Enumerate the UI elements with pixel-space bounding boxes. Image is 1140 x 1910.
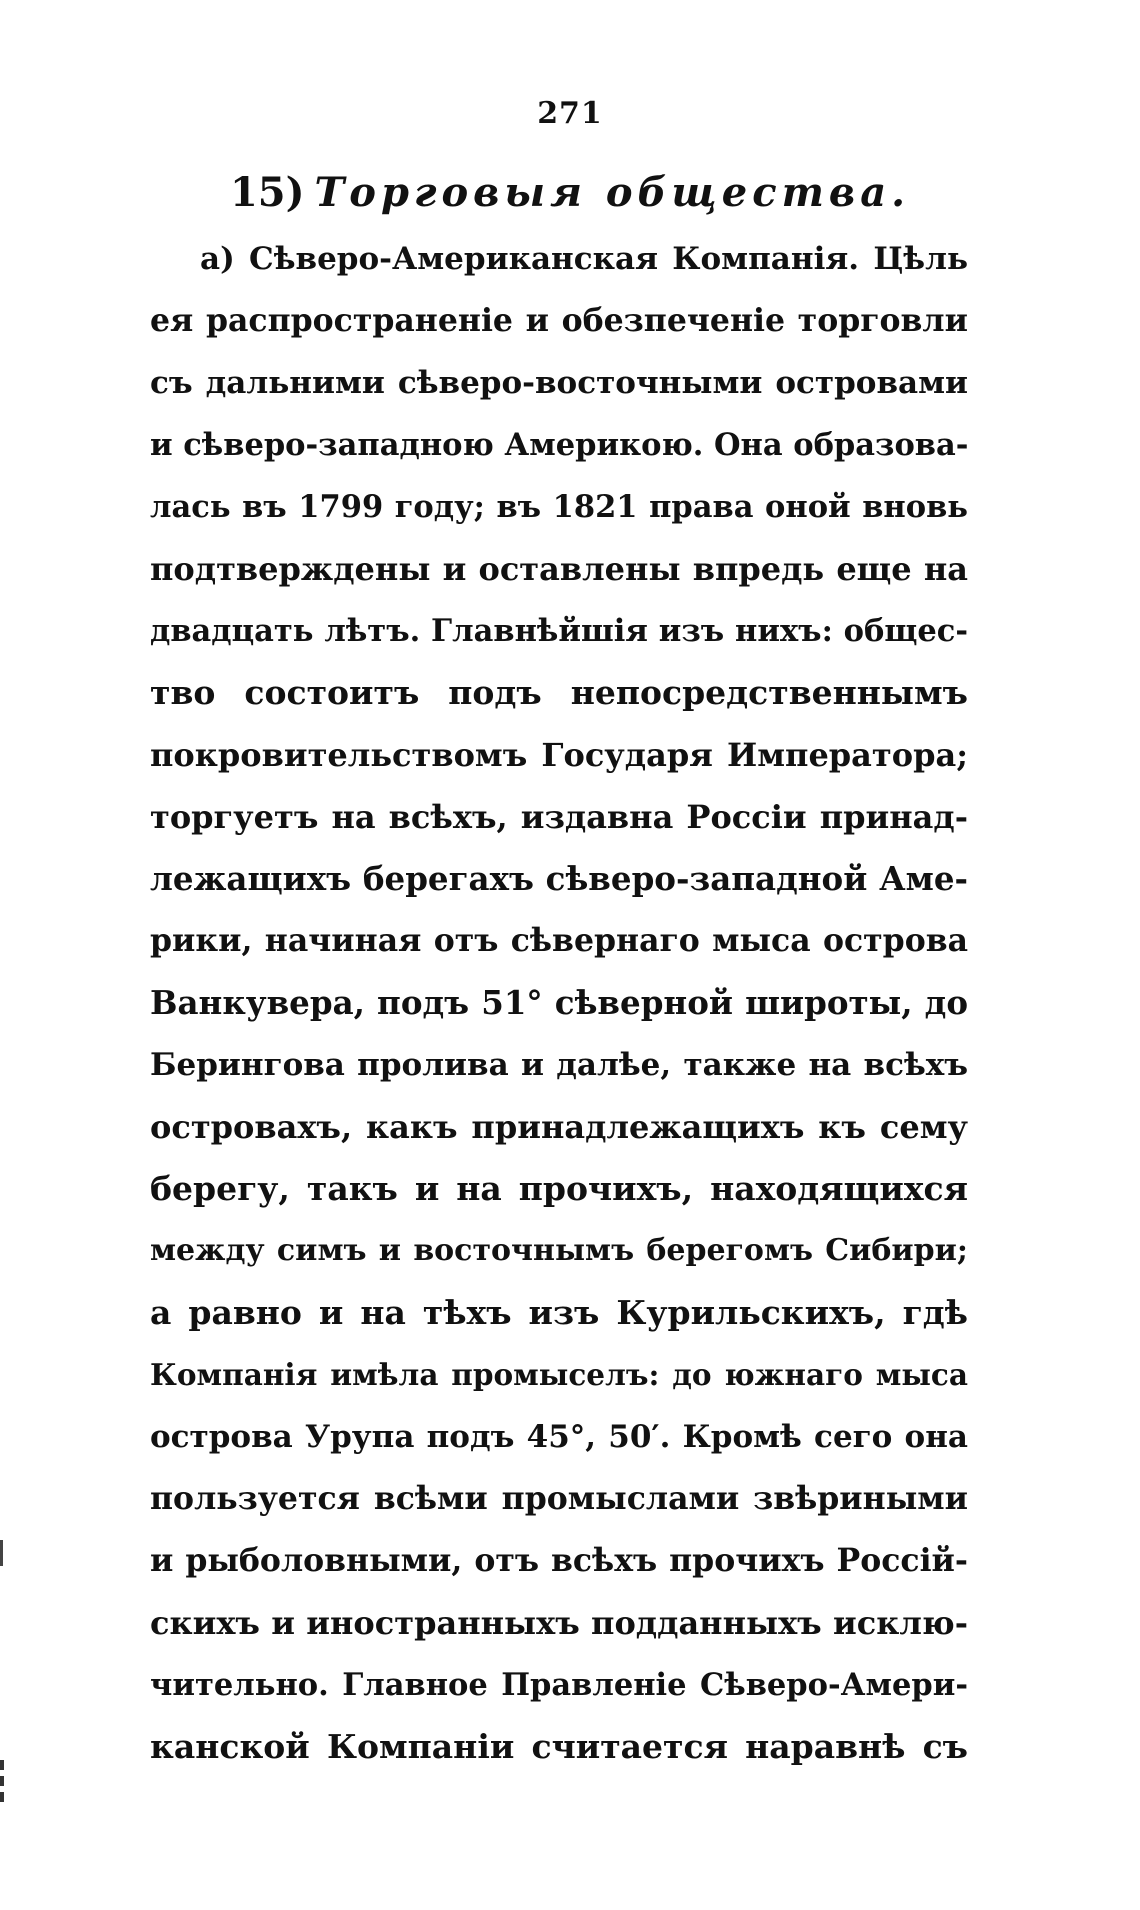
section-number: 15) bbox=[229, 169, 305, 216]
text-line: пользуется всѣми промыслами звѣриными bbox=[150, 1480, 968, 1517]
scan-edge-marks bbox=[0, 1760, 6, 1820]
text-line: острова Урупа подъ 45°, 50′. Кромѣ сего она bbox=[150, 1419, 968, 1455]
text-line: между симъ и восточнымъ берегомъ Сибири; bbox=[150, 1233, 968, 1268]
text-line: Ванкувера, подъ 51° сѣверной широты, до bbox=[150, 983, 968, 1022]
text-line: двадцать лѣтъ. Главнѣйшія изъ нихъ: общес- bbox=[150, 613, 968, 649]
text-line: Берингова пролива и далѣе, также на всѣхъ bbox=[150, 1047, 968, 1083]
text-line: съ дальними сѣверо-восточными островами bbox=[150, 365, 968, 401]
text-line: Компанія имѣла промыселъ: до южнаго мыса bbox=[150, 1357, 968, 1392]
text-line: лась въ 1799 году; въ 1821 права оной вновь bbox=[150, 489, 968, 525]
text-line: ея распространеніе и обезпеченіе торговли bbox=[150, 302, 968, 339]
text-line: берегу, такъ и на прочихъ, находящихся bbox=[150, 1169, 968, 1208]
text-line: подтверждены и оставлены впредь еще на bbox=[150, 550, 968, 588]
body-text bbox=[150, 228, 968, 1778]
section-title: Торговыя общества. bbox=[314, 169, 911, 216]
text-line: чительно. Главное Правленіе Сѣверо-Амери- bbox=[150, 1667, 968, 1703]
text-line: торгуетъ на всѣхъ, издавна Россіи принад- bbox=[150, 798, 968, 836]
text-line: канской Компаніи считается наравнѣ съ bbox=[150, 1727, 968, 1766]
text-line: покровительствомъ Государя Императора; bbox=[150, 736, 968, 774]
text-line: лежащихъ берегахъ сѣверо-западной Аме- bbox=[150, 859, 968, 898]
section-heading bbox=[0, 168, 1140, 218]
text-line: рики, начиная отъ сѣвернаго мыса острова bbox=[150, 922, 968, 959]
text-line: а) Сѣверо-Американская Компанія. Цѣль bbox=[200, 241, 968, 277]
text-line: скихъ и иностранныхъ подданныхъ исклю- bbox=[150, 1604, 968, 1642]
text-line: островахъ, какъ принадлежащихъ къ сему bbox=[150, 1108, 968, 1146]
page-number: 271 bbox=[537, 96, 603, 131]
text-line: и сѣверо-западною Америкою. Она образова- bbox=[150, 427, 969, 463]
scan-edge-mark bbox=[0, 1540, 3, 1566]
text-line: и рыболовными, отъ всѣхъ прочихъ Россій- bbox=[150, 1542, 968, 1579]
text-line: а равно и на тѣхъ изъ Курильскихъ, гдѣ bbox=[150, 1293, 968, 1332]
text-line: тво состоитъ подъ непосредственнымъ bbox=[150, 673, 968, 712]
